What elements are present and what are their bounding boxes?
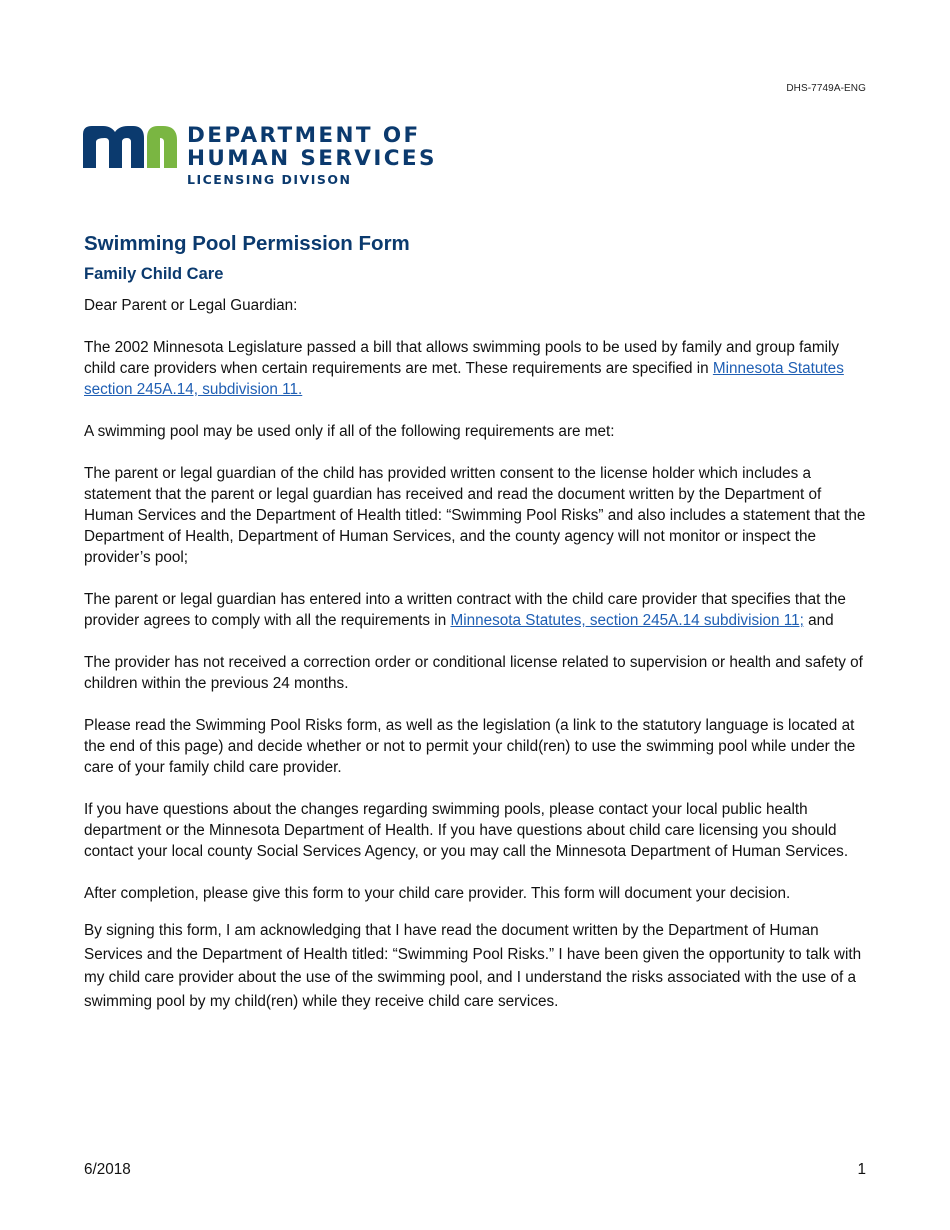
page-number: 1 (857, 1161, 866, 1178)
paragraph-written-contract-after: and (803, 612, 834, 629)
paragraph-correction-order: The provider has not received a correction order or conditional license related to supervision or health and safety of children within the previous 24 months. (84, 654, 863, 692)
paragraph-questions: If you have questions about the changes regarding swimming pools, please contact your local public health department or the Minnesota Department of Health. If you have questions about child care licensing you should contact your local county Social Services Agency, or you may call the Minnesota Department of Human Services. (84, 801, 849, 860)
dhs-logo (83, 124, 437, 188)
paragraph-legislature-text: The 2002 Minnesota Legislature passed a bill that allows swimming pools to be used by family and group family child care providers when certain requirements are met. These requirements are specified in (84, 339, 840, 377)
logo-text (187, 124, 437, 189)
logo-line-licensing: LICENSING DIVISON (187, 172, 352, 187)
paragraph-written-contract-text: The parent or legal guardian has entered into a written contract with the child care provider that specifies that the provider agrees to comply with all the requirements in (84, 591, 846, 629)
paragraph-after-completion: After completion, please give this form to your child care provider. This form will document your decision. (84, 885, 791, 902)
salutation: Dear Parent or Legal Guardian: (84, 297, 298, 314)
paragraph-legislature (84, 337, 874, 400)
paragraph-written-contract (84, 589, 874, 631)
form-number: DHS-7749A-ENG (786, 83, 866, 94)
mn-logo-icon (83, 124, 177, 168)
page-subtitle: Family Child Care (84, 265, 224, 283)
paragraph-written-consent: The parent or legal guardian of the child has provided written consent to the license holder which includes a statement that the parent or legal guardian has received and read the document written by the Department of Human Services and the Department of Health titled: “Swimming Pool Risks” and also includes a statement that the Department of Health, Department of Human Services, and the county agency will not monitor or inspect the provider’s pool; (84, 465, 866, 566)
paragraph-please-read: Please read the Swimming Pool Risks form, as well as the legislation (a link to the statutory language is located at the end of this page) and decide whether or not to permit your child(ren) to use the swimming pool while under the care of your family child care provider. (84, 717, 856, 776)
logo-line-human-services: HUMAN SERVICES (187, 146, 437, 171)
paragraph-requirements-intro: A swimming pool may be used only if all of the following requirements are met: (84, 423, 615, 440)
footer-date: 6/2018 (84, 1161, 131, 1178)
paragraph-acknowledgement: By signing this form, I am acknowledging that I have read the document written by the Department of Human Services and the Department of Health titled: “Swimming Pool Risks.” I have been given the opportunity to talk with my child care provider about the use of the swimming pool, and I understand the risks associated with the use of a swimming pool by my child(ren) while they receive child care services. (84, 922, 862, 1010)
logo-line-department: DEPARTMENT OF (187, 123, 421, 148)
page-title: Swimming Pool Permission Form (84, 232, 410, 255)
statute-link-1[interactable]: Minnesota Statutes section 245A.14, subdivision 11. (84, 360, 844, 398)
statute-link-2[interactable]: Minnesota Statutes, section 245A.14 subdivision 11; (450, 612, 804, 629)
document-body (84, 230, 874, 1013)
